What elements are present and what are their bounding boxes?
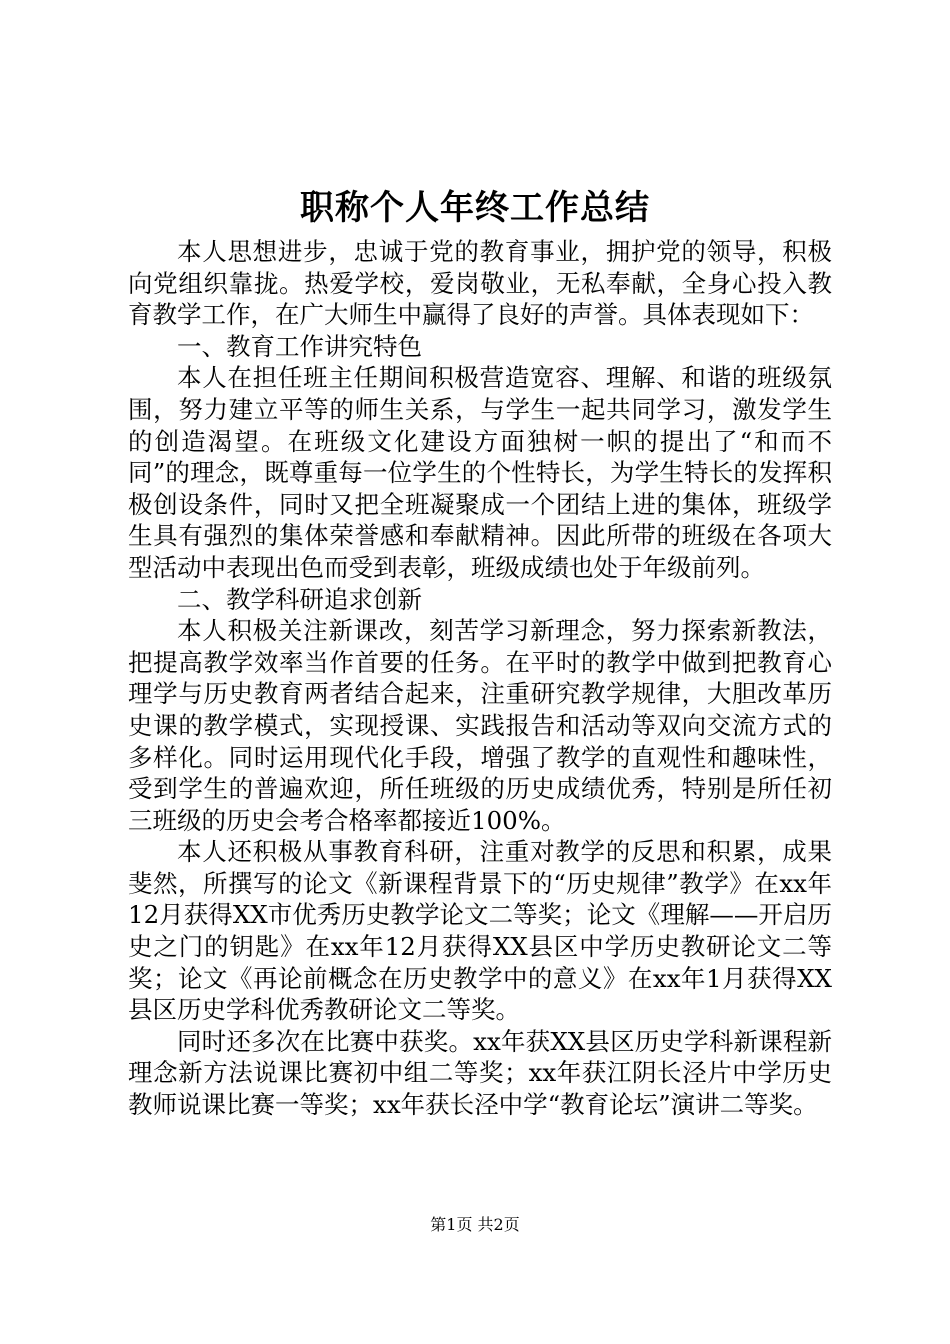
paragraph-teaching-reform: 本人积极关注新课改，刻苦学习新理念，努力探索新教法，把提高教学效率当作首要的任务。在平时的教学中做到把教育心理学与历史教育两者结合起来，注重研究教学规律，大胆改革历史课的教学模式，实现授课、实践报告和活动等双向交流方式的多样化。同时运用现代化手段，增强了教学的直观性和趣味性，受到学生的普遍欢迎，所任班级的历史成绩优秀，特别是所任初三班级的历史会考合格率都接近100%。: [128, 616, 832, 835]
paragraph-research-papers: 本人还积极从事教育科研，注重对教学的反思和积累，成果斐然，所撰写的论文《新课程背景下的“历史规律”教学》在xx年12月获得XX市优秀历史教学论文二等奖；论文《理解——开启历史之门的钥匙》在xx年12月获得XX县区中学历史教研论文二等奖；论文《再论前概念在历史教学中的意义》在xx年1月获得XX县区历史学科优秀教研论文二等奖。: [128, 837, 832, 1025]
section-heading-2: 二、教学科研追求创新: [177, 584, 422, 614]
paragraph-intro: 本人思想进步，忠诚于党的教育事业，拥护党的领导，积极向党组织靠拢。热爱学校，爱岗敬业，无私奉献，全身心投入教育教学工作，在广大师生中赢得了良好的声誉。具体表现如下：: [128, 237, 832, 330]
document-title: 职称个人年终工作总结: [300, 188, 650, 228]
paragraph-class-management: 本人在担任班主任期间积极营造宽容、理解、和谐的班级氛围，努力建立平等的师生关系，与学生一起共同学习，激发学生的创造渴望。在班级文化建设方面独树一帜的提出了“和而不同”的理念，既尊重每一位学生的个性特长，为学生特长的发挥积极创设条件，同时又把全班凝聚成一个团结上进的集体，班级学生具有强烈的集体荣誉感和奉献精神。因此所带的班级在各项大型活动中表现出色而受到表彰，班级成绩也处于年级前列。: [128, 363, 832, 582]
paragraph-competition-awards: 同时还多次在比赛中获奖。xx年获XX县区历史学科新课程新理念新方法说课比赛初中组二等奖；xx年获江阴长泾片中学历史教师说课比赛一等奖；xx年获长泾中学“教育论坛”演讲二等奖。: [128, 1026, 832, 1120]
page-number-footer: 第1页 共2页: [430, 1215, 520, 1234]
section-heading-1: 一、教育工作讲究特色: [177, 331, 422, 361]
document-body: [128, 236, 832, 1121]
